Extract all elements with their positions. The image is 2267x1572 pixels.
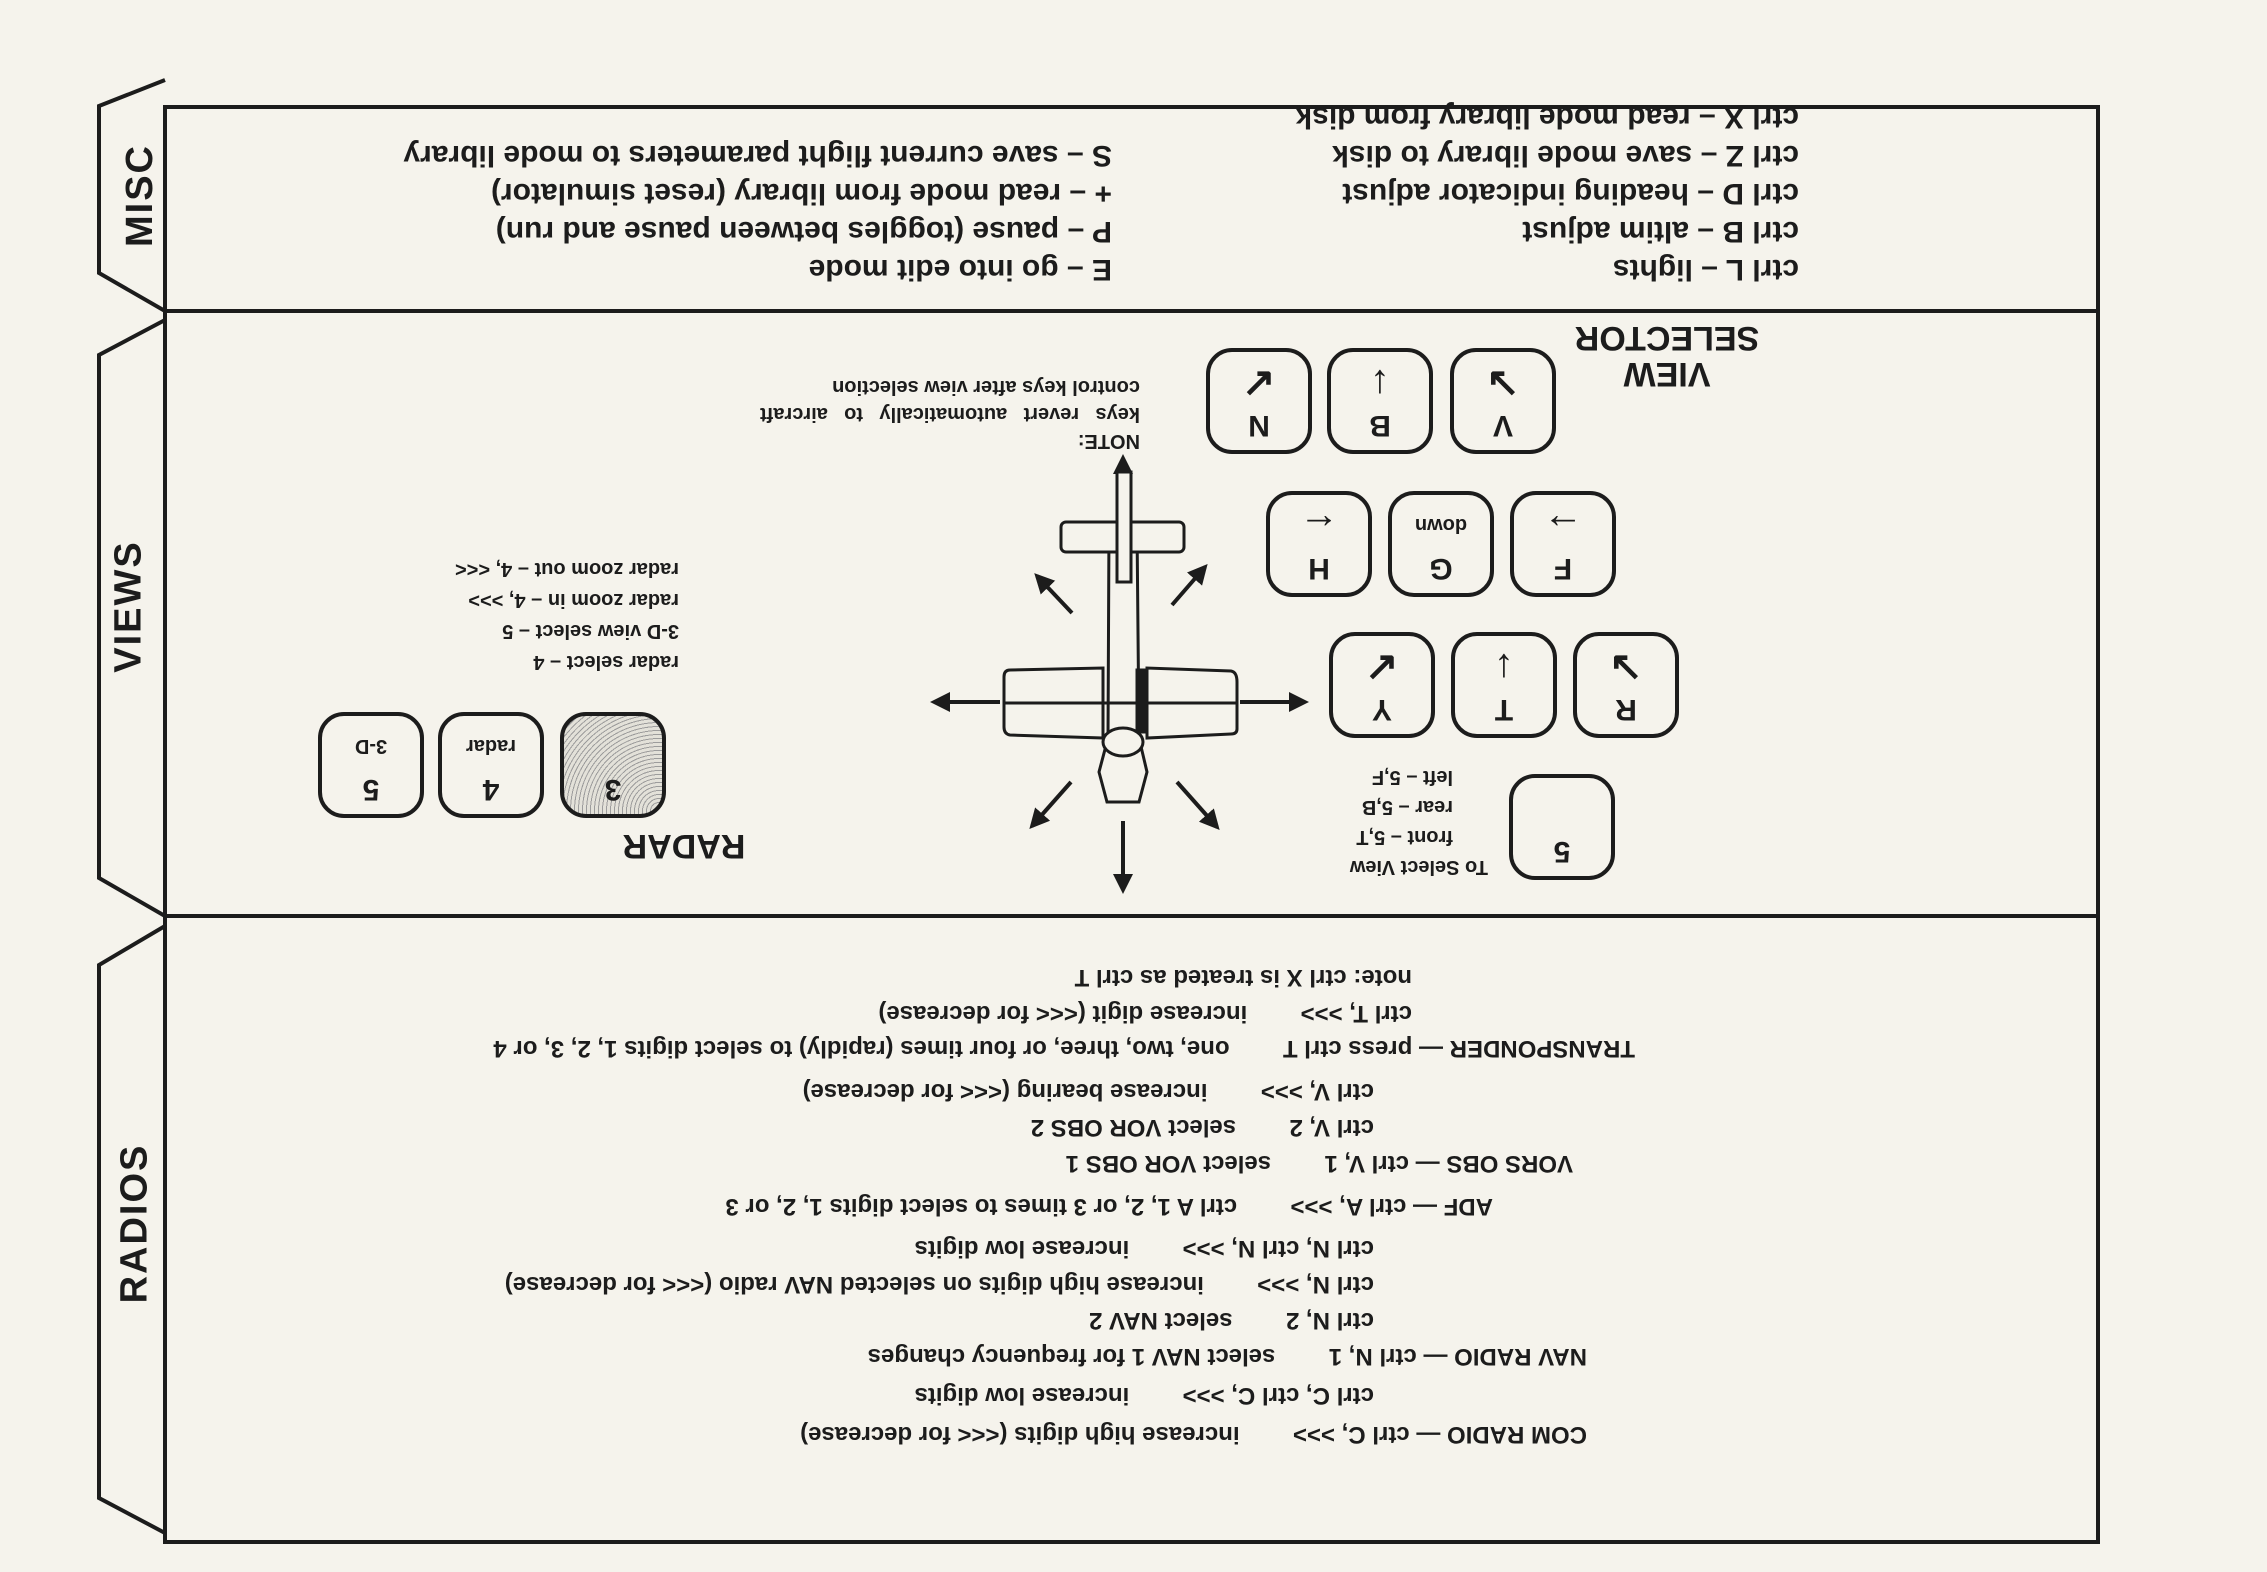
- views-tab-label: VIEWS: [107, 540, 150, 673]
- arrow-down-right-icon: ↘: [1609, 646, 1643, 690]
- airplane-cowling: [1103, 728, 1143, 756]
- misc-read-lib: ctrl X – read mode library from disk: [1295, 101, 1799, 134]
- radio-note: note: ctrl X is treated as ctrl T: [1074, 964, 1412, 991]
- misc-save-lib: ctrl Z – save mode library to disk: [1332, 139, 1799, 172]
- key-r-label: R: [1615, 693, 1637, 726]
- key-g-sub: down: [1414, 514, 1468, 536]
- arrow-left-icon: →: [1543, 505, 1583, 549]
- radio-nav-high: ctrl N, >>> increase high digits on selected NAV radio (<<< for decrease): [504, 1271, 1374, 1298]
- misc-altim: ctrl B – altim adjust: [1522, 215, 1799, 248]
- select-view-front: front – 5,T: [1356, 826, 1453, 848]
- key-t-label: T: [1494, 693, 1514, 726]
- radio-transponder: TRANSPONDER — press ctrl T one, two, three, or four times (rapidly) to select digits 1, 2, 3, or 4: [493, 1035, 1635, 1062]
- view-note-text: keys revert automatically to aircraft control keys after view selection: [760, 376, 1140, 425]
- key-5-radar[interactable]: [318, 712, 424, 818]
- key-h-label: H: [1308, 552, 1330, 585]
- radar-zoom-out: radar zoom out – 4, <<<: [455, 558, 679, 580]
- misc-save-params: S – save current flight parameters to mode library: [403, 139, 1112, 172]
- radar-title: RADAR: [622, 827, 746, 865]
- misc-tab-label: MISC: [119, 144, 161, 247]
- key-3-radar[interactable]: [560, 712, 666, 818]
- key-4-radar[interactable]: [438, 712, 544, 818]
- key-f-label: F: [1553, 552, 1573, 585]
- radar-select: radar select – 4: [533, 651, 679, 673]
- key-y-label: Y: [1372, 693, 1393, 726]
- radio-nav2: ctrl N, 2 select NAV 2: [1089, 1307, 1374, 1334]
- view-note-label: NOTE:: [1077, 430, 1140, 452]
- radios-tab-label: RADIOS: [113, 1143, 156, 1304]
- radio-com-low: ctrl C, ctrl C, >>> increase low digits: [914, 1382, 1374, 1409]
- airplane-body: [1004, 472, 1237, 802]
- key-n-label: N: [1248, 409, 1270, 442]
- key-4-label: 4: [482, 773, 500, 806]
- radar-zoom-in: radar zoom in – 4, >>>: [468, 589, 679, 611]
- arrow-front-left: [1172, 567, 1205, 605]
- arrow-down-left-icon: ↙: [1365, 646, 1399, 690]
- misc-read-mode: + – read mode from library (reset simulator): [490, 177, 1112, 210]
- radar-3d-select: 3-D view select – 5: [502, 620, 679, 642]
- arrow-down-right-icon: ↘: [1486, 362, 1520, 406]
- key-5-radar-sub: 3-D: [354, 735, 388, 757]
- arrow-front-right: [1037, 576, 1072, 613]
- radar-instructions: [455, 553, 679, 677]
- airplane-cockpit-mark: [1137, 670, 1147, 732]
- radio-vor-bearing: ctrl V, >>> increase bearing (<<< for decrease): [802, 1078, 1374, 1105]
- arrow-down-icon: ↓: [1494, 646, 1514, 690]
- view-selector-title-line1: VIEW: [1623, 355, 1711, 393]
- airplane-tail-fin: [1117, 472, 1131, 582]
- radio-transponder-digit: ctrl T, >>> increase digit (<<< for decrease): [878, 1000, 1412, 1027]
- key-g-label: G: [1429, 552, 1453, 585]
- select-view-left: left – 5,F: [1371, 766, 1453, 788]
- radio-nav1: NAV RADIO — ctrl N, 1 select NAV 1 for frequency changes: [867, 1343, 1587, 1370]
- radio-adf: ADF — ctrl A, >>> ctrl A 1, 2, or 3 times to select digits 1, 2, or 3: [725, 1193, 1493, 1220]
- radio-vor1: VORS OBS — ctrl V, 1 select VOR OBS 1: [1065, 1150, 1573, 1177]
- misc-heading: ctrl D – heading indicator adjust: [1342, 177, 1799, 210]
- arrow-rear-right: [1032, 782, 1071, 826]
- key-4-sub: radar: [465, 735, 517, 757]
- key-5-label: 5: [1553, 835, 1571, 868]
- view-selector-title-line2: SELECTOR: [1574, 319, 1760, 357]
- arrow-down-left-icon: ↙: [1242, 362, 1276, 406]
- key-v-label: V: [1493, 409, 1514, 442]
- select-view-title: To Select View: [1349, 856, 1488, 878]
- radio-com-high: COM RADIO — ctrl C, >>> increase high digits (<<< for decrease): [800, 1421, 1587, 1448]
- radio-vor2: ctrl V, 2 select VOR OBS 2: [1030, 1114, 1374, 1141]
- key-b-label: B: [1369, 409, 1391, 442]
- select-view-rear: rear – 5,B: [1361, 796, 1453, 818]
- arrow-rear-left: [1177, 782, 1217, 827]
- key-5-radar-label: 5: [362, 773, 380, 806]
- arrow-down-icon: ↓: [1370, 362, 1390, 406]
- key-3-label: 3: [604, 773, 622, 806]
- misc-edit-mode: E – go into edit mode: [808, 253, 1112, 286]
- radio-nav-low: ctrl N, ctrl N, >>> increase low digits: [914, 1235, 1374, 1262]
- misc-pause: P – pause (toggles between pause and run): [495, 215, 1112, 248]
- misc-lights: ctrl L – lights: [1612, 253, 1799, 286]
- arrow-right-icon: ←: [1299, 505, 1339, 549]
